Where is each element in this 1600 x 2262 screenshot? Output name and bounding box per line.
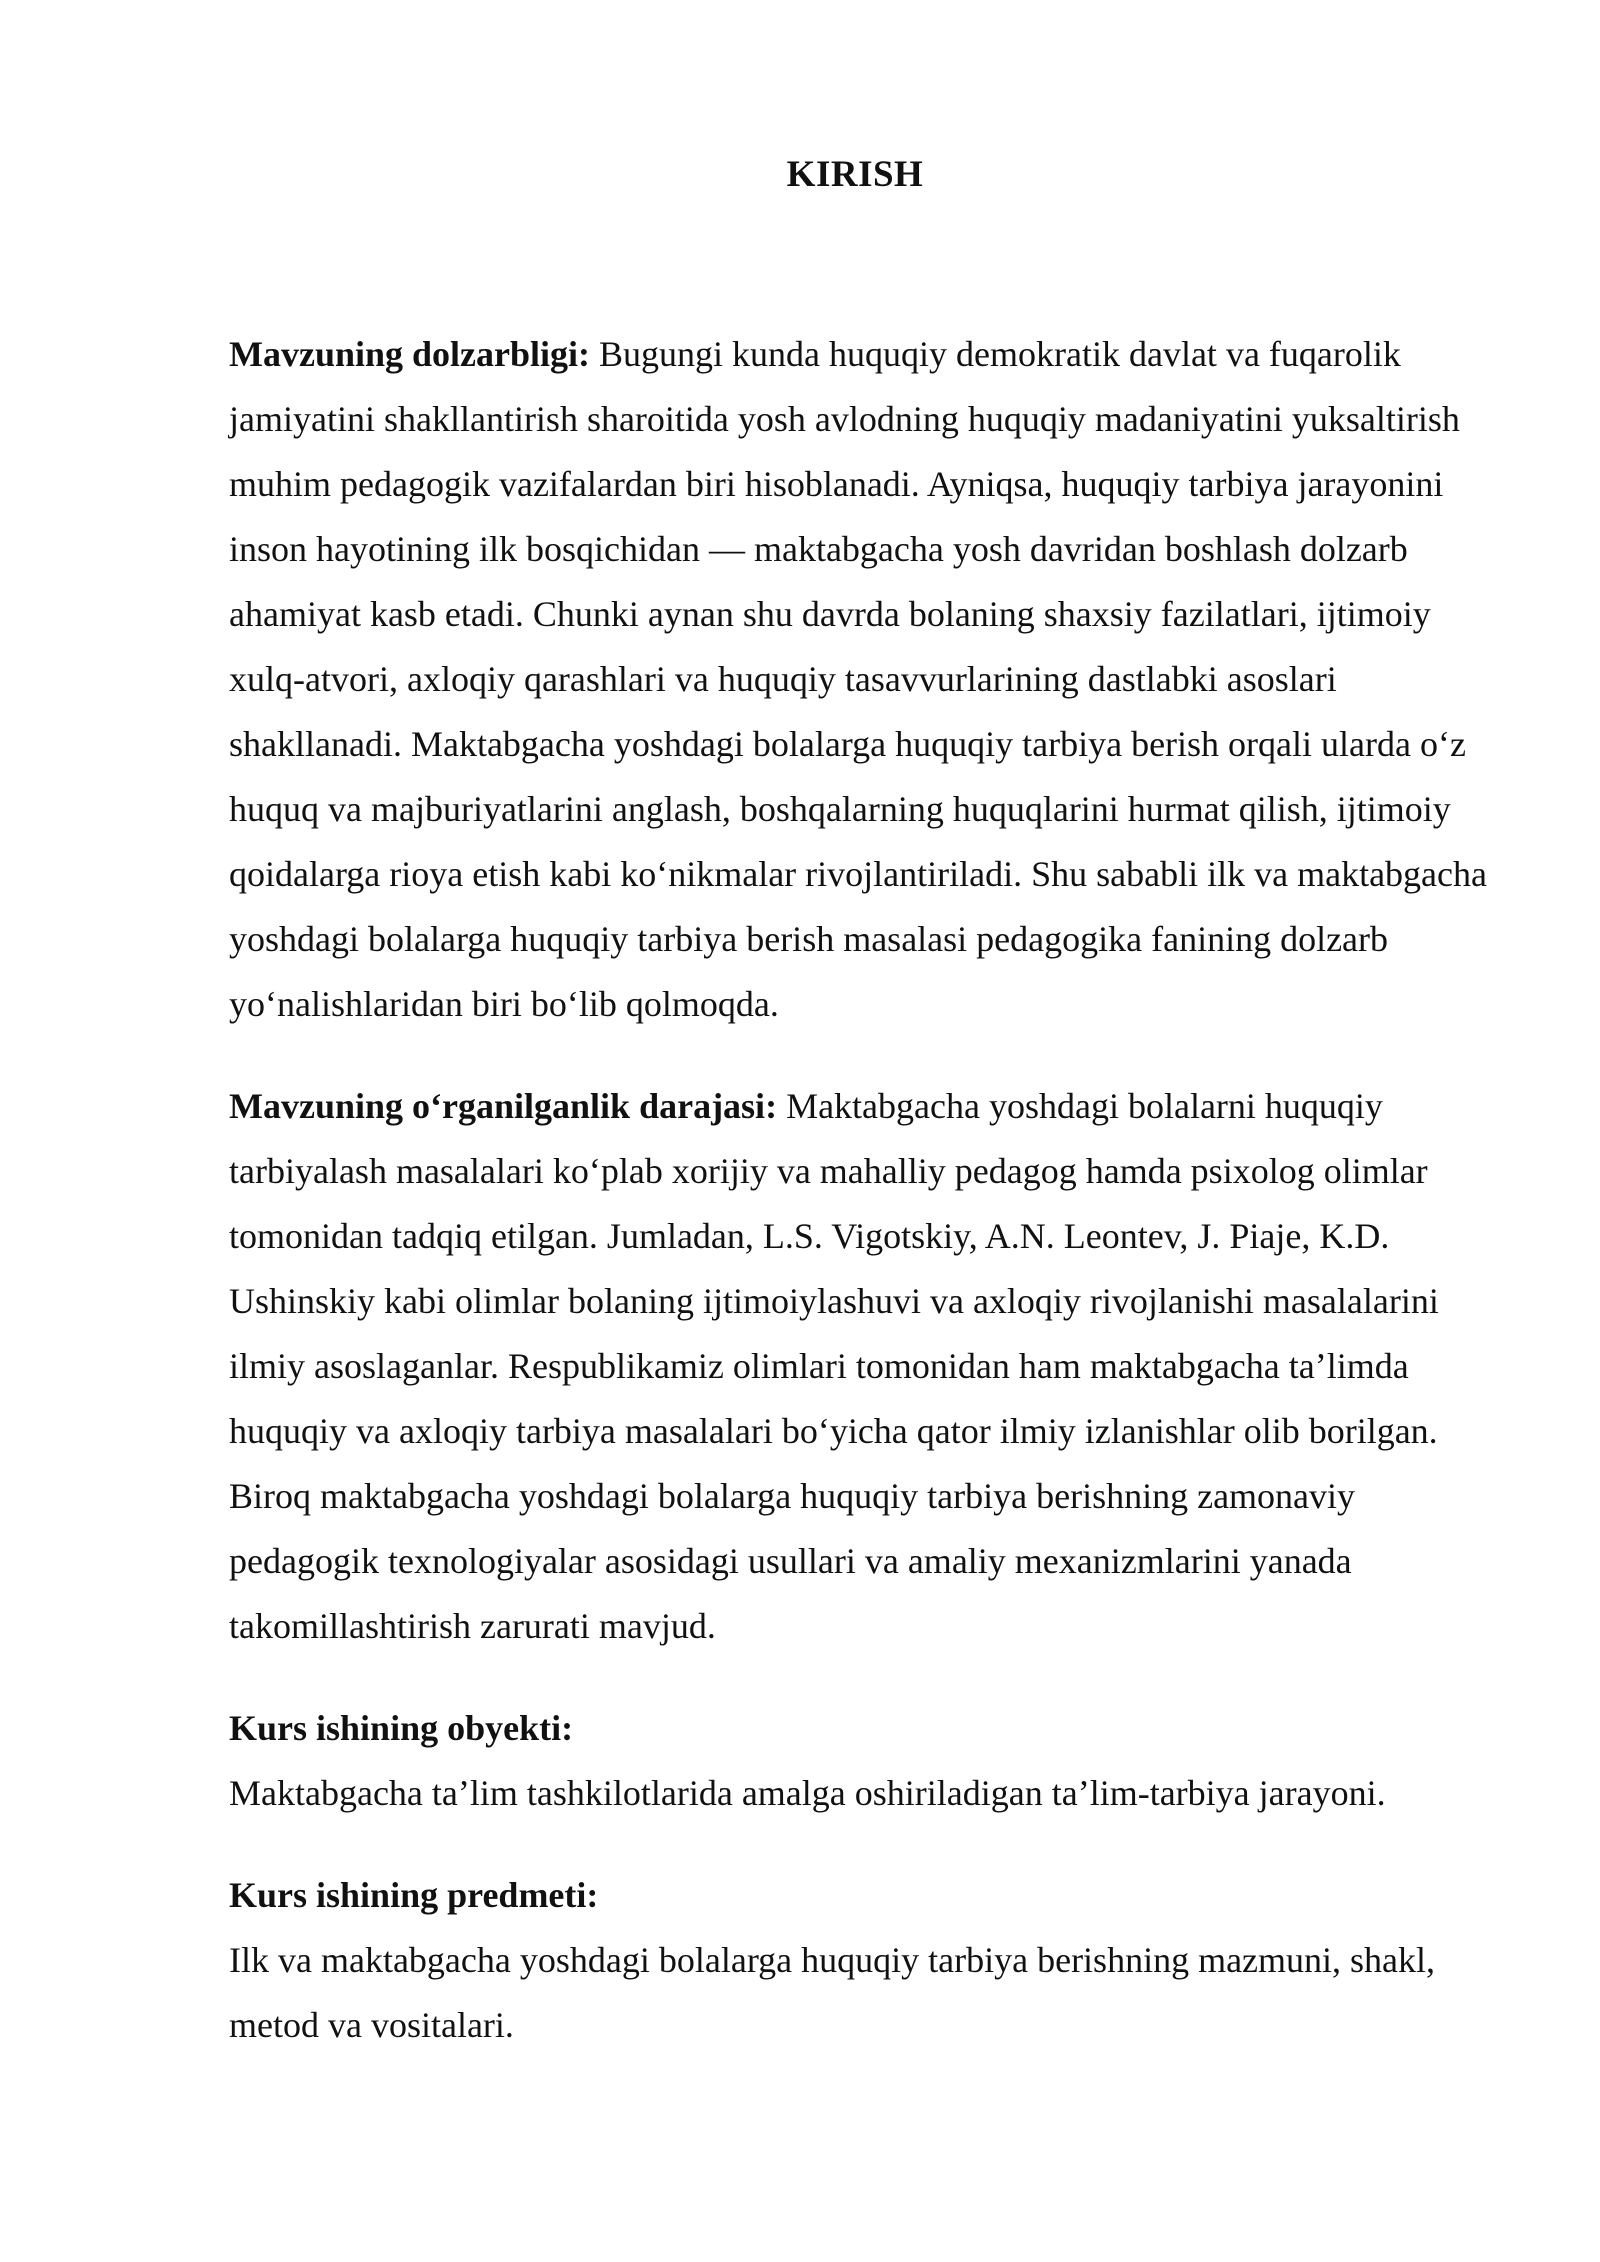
- object-text: Maktabgacha taʼlim tashkilotlarida amalga oshiriladigan taʼlim-tarbiya jarayoni.: [229, 1773, 1386, 1813]
- subject-text: Ilk va maktabgacha yoshdagi bolalarga huquqiy tarbiya berishning mazmuni, shakl, metod va vositalari.: [229, 1940, 1436, 2045]
- object-heading: Kurs ishining obyekti:: [229, 1708, 574, 1748]
- study-level-label: Mavzuning oʻrganilganlik darajasi:: [229, 1086, 778, 1126]
- study-level-paragraph: [229, 1074, 1499, 1659]
- page-title: KIRISH: [786, 154, 924, 195]
- relevance-paragraph: [229, 322, 1499, 1037]
- relevance-text: Bugungi kunda huquqiy demokratik davlat va fuqarolik jamiyatini shakllantirish sharoitida yosh avlodning huquqiy madaniyatini yuksaltirish muhim pedagogik vazifalardan biri hisoblanadi. Ayniqsa, huquqiy tarbiya jarayonini inson hayotining ilk bosqichidan — maktabgacha yosh davridan boshlash dolzarb ahamiyat kasb etadi. Chunki aynan shu davrda bolaning shaxsiy fazilatlari, ijtimoiy xulq-atvori, axloqiy qarashlari va huquqiy tasavvurlarining dastlabki asoslari shakllanadi. Maktabgacha yoshdagi bolalarga huquqiy tarbiya berish orqali ularda oʻz huquq va majburiyatlarini anglash, boshqalarning huquqlarini hurmat qilish, ijtimoiy qoidalarga rioya etish kabi koʻnikmalar rivojlantiriladi. Shu sababli ilk va maktabgacha yoshdagi bolalarga huquqiy tarbiya berish masalasi pedagogika fanining dolzarb yoʻnalishlaridan biri boʻlib qolmoqda.: [229, 334, 1487, 1024]
- document-body: [229, 322, 1499, 2058]
- subject-heading: Kurs ishining predmeti:: [229, 1875, 599, 1915]
- relevance-label: Mavzuning dolzarbligi:: [229, 334, 591, 374]
- study-level-text: Maktabgacha yoshdagi bolalarni huquqiy tarbiyalash masalalari koʻplab xorijiy va mahalliy pedagog hamda psixolog olimlar tomonidan tadqiq etilgan. Jumladan, L.S. Vigotskiy, A.N. Leontev, J. Piaje, K.D. Ushinskiy kabi olimlar bolaning ijtimoiylashuvi va axloqiy rivojlanishi masalalarini ilmiy asoslaganlar. Respublikamiz olimlari tomonidan ham maktabgacha taʼlimda huquqiy va axloqiy tarbiya masalalari boʻyicha qator ilmiy izlanishlar olib borilgan. Biroq maktabgacha yoshdagi bolalarga huquqiy tarbiya berishning zamonaviy pedagogik texnologiyalar asosidagi usullari va amaliy mexanizmlarini yanada takomillashtirish zarurati mavjud.: [229, 1086, 1439, 1646]
